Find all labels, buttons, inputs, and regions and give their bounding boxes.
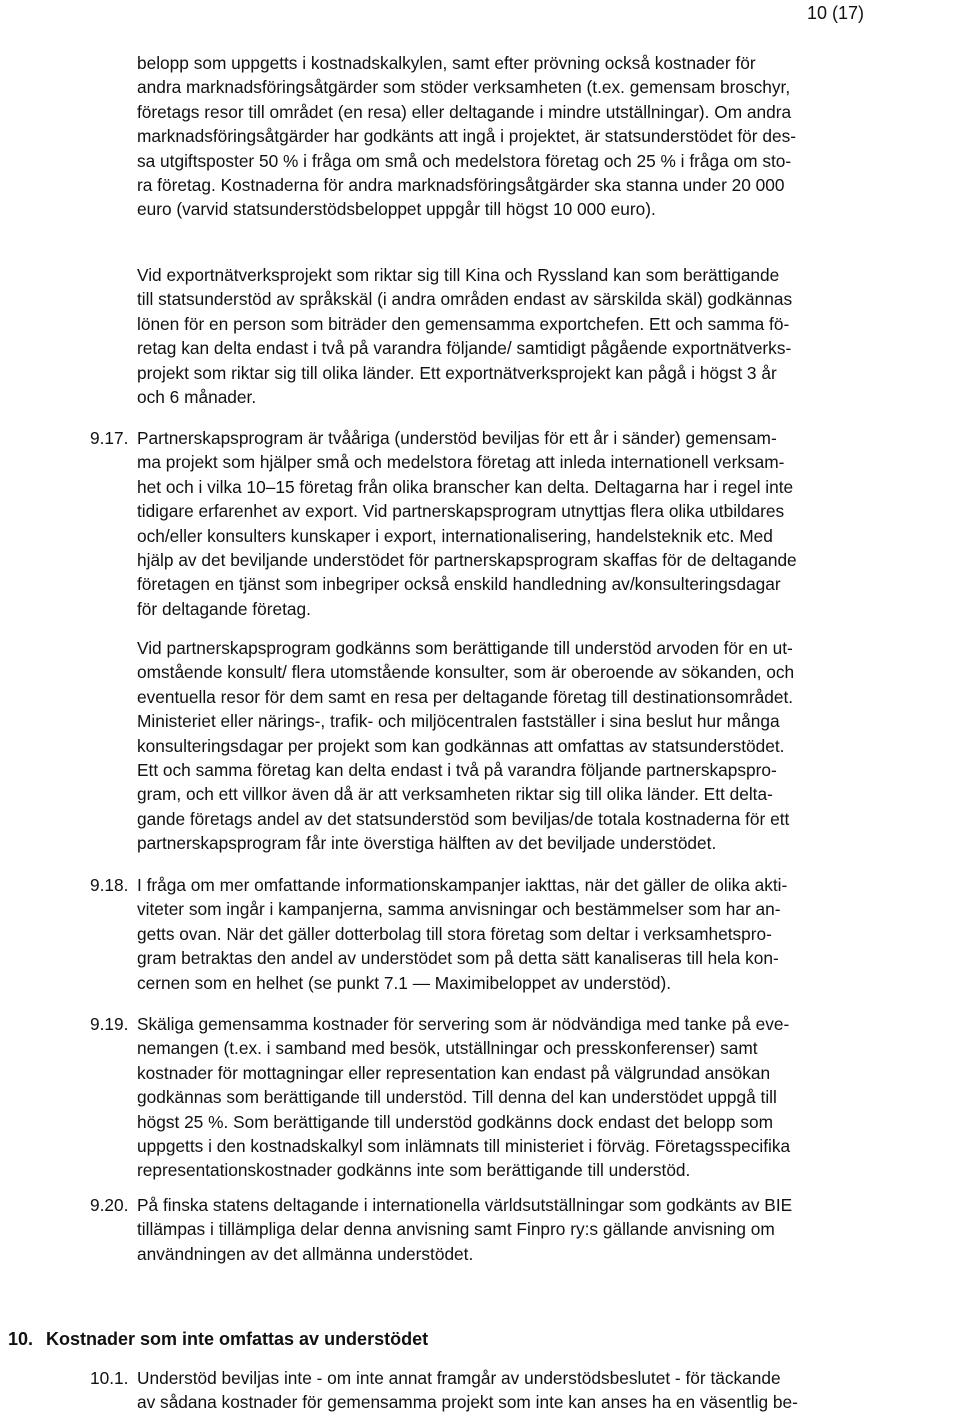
list-item-9-17 (90, 426, 956, 621)
item-number: 10.1. (90, 1368, 129, 1388)
section-number: 10. (8, 1329, 34, 1349)
item-number: 9.18. (90, 875, 129, 895)
list-item-9-19 (90, 1012, 956, 1183)
list-item-9-17-continued (90, 636, 956, 856)
page-number: 10 (17) (806, 3, 864, 23)
item-text: Understöd beviljas inte - om inte annat framgår av understödsbeslutet - för täckande av sådana kostnader för gemensamma projekt som inte kan anses ha en väsentlig be- (137, 1368, 798, 1413)
item-text: Vid partnerskapsprogram godkänns som berättigande till understöd arvoden för en ut- omstående konsult/ flera utomstående konsulter, som är oberoende av sökanden, och eventuella resor för dem samt en resa per deltagande företag till destinationsområdet. Ministeriet eller närings-, trafik- och miljöcentralen fastställer i sina beslut hur många konsulteringsdagar per projekt som kan godkännas att omfattas av statsunderstödet. Ett och samma företag kan delta endast i två på varandra följande partnerskapspro- gram, och ett villkor även då är att verksamheten riktar sig till olika länder. Ett delta- gande företags andel av det statsunderstöd som beviljas/de totala kostnaderna för ett partnerskapsprogram får inte överstiga hälften av det beviljade understödet. (137, 638, 795, 854)
section-heading (8, 1327, 428, 1351)
item-number: 9.20. (90, 1195, 129, 1215)
item-text: Skäliga gemensamma kostnader för servering som är nödvändiga med tanke på eve- nemangen (t.ex. i samband med besök, utställningar och presskonferenser) samt kostnader för mottagningar eller representation kan endast på välgrundad ansökan godkännas som berättigande till understöd. Till denna del kan understödet uppgå till högst 25 %. Som berättigande till understöd godkänns dock endast det belopp som uppgetts i den kostnadskalkyl som inlämnats till ministeriet i förväg. Företagsspecifika representationskostnader godkänns inte som berättigande till understöd. (137, 1014, 791, 1181)
intro-paragraph-2: Vid exportnätverksprojekt som riktar sig till Kina och Ryssland kan som berättigande till statsunderstöd av språkskäl (i andra områden endast av särskilda skäl) godkännas lönen för en person som biträder den gemensamma exportchefen. Ett och samma fö- retag kan delta endast i två på varandra följande/ samtidigt pågående exportnätverks- projekt som riktar sig till olika länder. Ett exportnätverksprojekt kan pågå i högst 3 år och 6 månader. (137, 265, 793, 408)
item-number: 9.19. (90, 1014, 129, 1034)
item-text: På finska statens deltagande i internationella världsutställningar som godkänts av BIE tillämpas i tillämpliga delar denna anvisning samt Finpro ry:s gällande anvisning om användningen av det allmänna understödet. (137, 1195, 793, 1264)
item-text: I fråga om mer omfattande informationskampanjer iakttas, när det gäller de olika akti- viteter som ingår i kampanjerna, samma anvisningar och bestämmelser som har an- getts ovan. När det gäller dotterbolag till stora företag som deltar i verksamhetspro- gram betraktas den andel av understödet som på detta sätt kanaliseras till hela kon- cernen som en helhet (se punkt 7.1 — Maximibeloppet av understöd). (137, 875, 788, 993)
list-item-9-18 (90, 873, 956, 995)
item-text: Partnerskapsprogram är tvååriga (understöd beviljas för ett år i sänder) gemensam- ma projekt som hjälper små och medelstora företag att inleda internationell verksam- het och i vilka 10–15 företag från olika branscher kan delta. Deltagarna har i regel inte tidigare erfarenhet av export. Vid partnerskapsprogram utnyttjas flera olika utbildares och/eller konsulters kunskaper i export, internationalisering, handelsteknik etc. Med hjälp av det beviljande understödet för partnerskapsprogram skaffas för de deltagande företagen en tjänst som inbegriper också enskild handledning av/konsulteringsdagar för deltagande företag. (137, 428, 797, 619)
section-title: Kostnader som inte omfattas av understödet (46, 1329, 429, 1349)
intro-paragraph-1: belopp som uppgetts i kostnadskalkylen, samt efter prövning också kostnader för andra marknadsföringsåtgärder som stöder verksamheten (t.ex. gemensam broschyr, företags resor till området (en resa) eller deltagande i mindre utställningar). Om andra marknadsföringsåtgärder har godkänts att ingå i projektet, är statsunderstödet för des- sa utgiftsposter 50 % i fråga om små och medelstora företag och 25 % i fråga om sto- ra företag. Kostnaderna för andra marknadsföringsåtgärder ska stanna under 20 000 euro (varvid statsunderstödsbeloppet uppgår till högst 10 000 euro). (137, 53, 796, 220)
list-item-9-20 (90, 1193, 956, 1266)
item-number: 9.17. (90, 428, 129, 448)
list-item-10-1 (90, 1366, 956, 1415)
